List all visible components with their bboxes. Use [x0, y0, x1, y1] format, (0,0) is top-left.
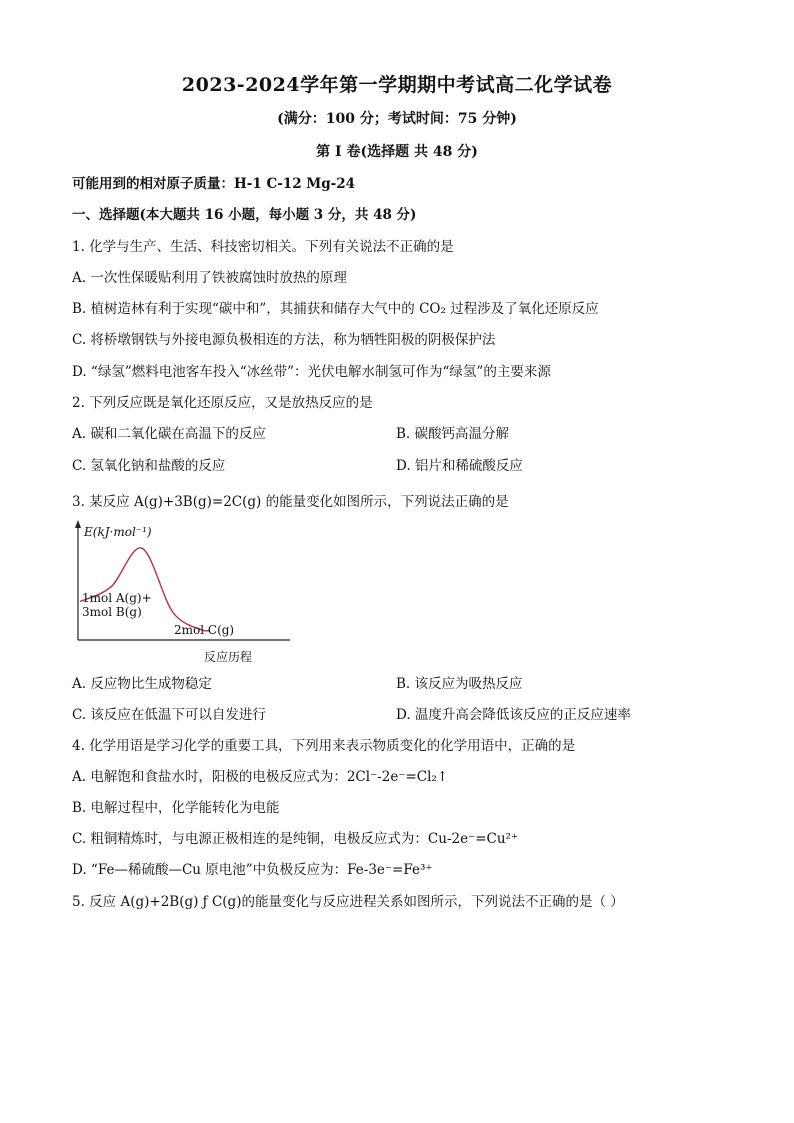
q3-option-d: D. 温度升高会降低该反应的正反应速率: [396, 707, 631, 723]
section-heading: 一、选择题(本大题共 16 小题，每小题 3 分，共 48 分): [72, 207, 417, 223]
q2-stem: 2. 下列反应既是氧化还原反应，又是放热反应的是: [72, 395, 373, 411]
q4-option-d: D. “Fe—稀硫酸—Cu 原电池”中负极反应为：Fe-3e⁻=Fe³⁺: [72, 862, 433, 878]
y-axis-label: E(kJ·mol⁻¹): [84, 525, 152, 539]
reactant-label-2: 3mol B(g): [82, 605, 142, 619]
q5-stem: 5. 反应 A(g)+2B(g) ƒ C(g)的能量变化与反应进程关系如图所示，下列说法不正确的是（ ）: [72, 894, 624, 910]
q1-option-d: D. “绿氢”燃料电池客车投入“冰丝带”：光伏电解水制氢可作为“绿氢”的主要来源: [72, 364, 551, 380]
q2-option-b: B. 碳酸钙高温分解: [396, 426, 510, 442]
volume-heading: 第 I 卷(选择题 共 48 分): [316, 144, 478, 160]
q2-option-a: A. 碳和二氧化碳在高温下的反应: [72, 426, 266, 442]
y-axis-arrow: [75, 520, 81, 528]
score-time-note: (满分：100 分；考试时间：75 分钟): [277, 111, 517, 127]
q4-stem: 4. 化学用语是学习化学的重要工具，下列用来表示物质变化的化学用语中，正确的是: [72, 738, 576, 754]
product-label: 2mol C(g): [174, 623, 235, 637]
atomic-mass-note: 可能用到的相对原子质量：H-1 C-12 Mg-24: [72, 176, 356, 192]
q3-option-a: A. 反应物比生成物稳定: [72, 676, 212, 692]
q1-option-b: B. 植树造林有利于实现“碳中和”，其捕获和储存大气中的 CO₂ 过程涉及了氧化还原反应: [72, 301, 599, 317]
q3-stem: 3. 某反应 A(g)+3B(g)=2C(g) 的能量变化如图所示，下列说法正确的是: [72, 494, 509, 510]
x-axis-label: 反应历程: [204, 650, 253, 664]
q1-stem: 1. 化学与生产、生活、科技密切相关。下列有关说法不正确的是: [72, 239, 454, 255]
energy-diagram: [72, 520, 292, 670]
q1-option-a: A. 一次性保暖贴利用了铁被腐蚀时放热的原理: [72, 270, 347, 286]
q4-option-b: B. 电解过程中，化学能转化为电能: [72, 800, 280, 816]
q1-option-c: C. 将桥墩钢铁与外接电源负极相连的方法，称为牺牲阳极的阴极保护法: [72, 332, 496, 348]
q3-option-c: C. 该反应在低温下可以自发进行: [72, 707, 266, 723]
q4-option-c: C. 粗铜精炼时，与电源正极相连的是纯铜，电极反应式为：Cu-2e⁻=Cu²⁺: [72, 831, 519, 847]
exam-title: 2023-2024学年第一学期期中考试高二化学试卷: [181, 74, 613, 96]
q2-option-c: C. 氢氧化钠和盐酸的反应: [72, 458, 226, 474]
q4-option-a: A. 电解饱和食盐水时，阳极的电极反应式为：2Cl⁻-2e⁻=Cl₂↑: [72, 769, 449, 785]
q2-option-d: D. 铝片和稀硫酸反应: [396, 458, 523, 474]
reactant-label-1: 1mol A(g)+: [82, 591, 152, 605]
q3-option-b: B. 该反应为吸热反应: [396, 676, 523, 692]
